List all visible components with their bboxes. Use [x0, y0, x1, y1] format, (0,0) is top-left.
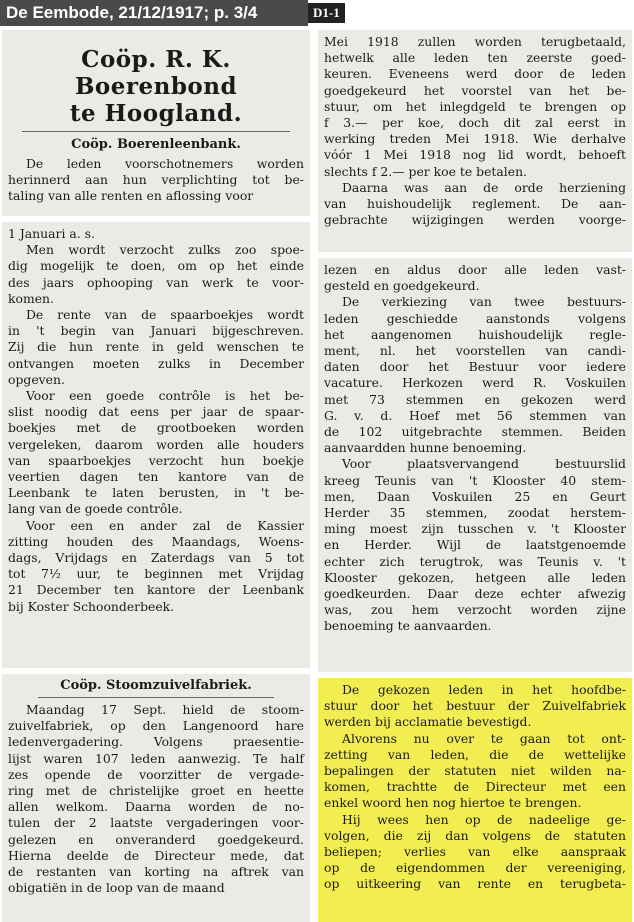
text-line: 1 Januari a. s. [8, 226, 95, 241]
clipping-stoomzuivelfabriek [2, 674, 310, 922]
text-line: stuur door het bestuur der Zuivelfabriek [324, 698, 626, 714]
text-line: benoeming te aanvaarden. [324, 618, 492, 634]
text-line: zitting houden des Maandags, Woens- [8, 533, 304, 549]
text-line: op uitkeering van rente en terugbeta- [324, 876, 626, 892]
text-line: lijst waren 107 leden aanwezig. Te half [8, 750, 304, 766]
text-line: Maandag 17 Sept. hield de stoom- [26, 702, 304, 717]
text-line: Klooster gekozen, hetgeen alle leden [324, 569, 626, 585]
text-line: bij Koster Schoonderbeek. [8, 598, 175, 614]
article-body [8, 226, 304, 615]
text-line: ming moest zijn tusschen v. 't Klooster [324, 521, 626, 537]
text-line: dig mogelijk te doen, om op het einde [8, 258, 304, 274]
clipping-continued-2 [318, 258, 632, 672]
text-line: echter zich terugtrok, was Teunis v. 't [324, 553, 626, 569]
text-line: bepalingen der statuten niet wilden na- [324, 763, 626, 779]
text-line: des jaars ophooping van werk te voor- [8, 274, 304, 290]
text-line: en Herder. Wijl de laatstgenoemde [324, 537, 626, 553]
clipping-continued-1 [318, 30, 632, 252]
text-line: f 3.— per koe, doch dit zal eerst in [324, 115, 626, 131]
text-line: vacature. Herkozen werd R. Voskuilen [324, 375, 626, 391]
text-line: komen. [8, 290, 54, 306]
text-line: De leden voorschotnemers worden [26, 156, 304, 171]
section-heading-stoomzuivelfabriek: Coöp. Stoomzuivelfabriek. [60, 678, 252, 693]
text-line: gebrachte wijzigingen werden voorge- [324, 212, 626, 228]
text-line: Daarna was aan de orde herziening [342, 179, 626, 195]
clipping-leenbank-notice [2, 222, 310, 668]
text-line: beliepen; verlies van elke aanspraak [324, 844, 626, 860]
text-line: Voor plaatsvervangend bestuurslid [342, 456, 626, 472]
text-line: tot 7½ uur, te beginnen met Vrijdag [8, 566, 304, 582]
article-body [8, 156, 304, 205]
article-body [324, 262, 626, 635]
article-body [324, 34, 626, 228]
text-line: Herder 35 stemmen, zoodat herstem- [324, 505, 626, 521]
text-line: slist noodig dat eens per jaar de spaar- [8, 404, 304, 420]
text-line: was, zou hem verzocht worden zijne [324, 602, 626, 618]
text-line: goedkeurden. Daar deze echter afwezig [324, 586, 626, 602]
text-line: Zij die hun rente in geld wenschen te [8, 339, 304, 355]
text-line: Hij wees hen op de nadeelige ge- [342, 811, 626, 827]
text-line: Leenbank te laten berusten, in 't be- [8, 485, 304, 501]
text-line: daten door het Bestuur voor iedere [324, 359, 626, 375]
text-line: keuren. Eveneens werd door de leden [324, 66, 626, 82]
text-line: zetting van leden, die de wettelijke [324, 746, 626, 762]
text-line: van spaarboekjes verzocht hun boekje [8, 452, 304, 468]
text-line: stuur, om het inlegdgeld te brengen op [324, 98, 626, 114]
text-line: ment, nl. het voorstellen van candi- [324, 343, 626, 359]
text-line: leden geschiedde aanstonds volgens [324, 310, 626, 326]
text-line: Mei 1918 zullen worden terugbetaald, [324, 34, 626, 49]
document-tag: D1-1 [308, 3, 345, 23]
text-line: G. v. d. Hoef met 56 stemmen van [324, 407, 626, 423]
text-line: De rente van de spaarboekjes wordt [26, 307, 304, 323]
text-line: op de eigendommen der vereeniging, [324, 860, 626, 876]
text-line: veertien dagen ten kantore van de [8, 469, 304, 485]
text-line: kreeg Teunis van 't Klooster 40 stem- [324, 472, 626, 488]
text-line: Hierna deelde de Directeur mede, dat [8, 847, 304, 863]
clipping-highlighted [318, 678, 632, 922]
text-line: 21 December ten kantore der Leenbank [8, 582, 304, 598]
text-line: de restanten van korting na aftrek van [8, 864, 304, 880]
text-line: Voor een goede contrôle is het be- [26, 388, 304, 404]
text-line: goedgekeurd het voorstel van het be- [324, 82, 626, 98]
text-line: ledenvergadering. Volgens praesentie- [8, 734, 304, 750]
article-body [8, 702, 304, 896]
text-line: het aangenomen huishoudelijk regle- [324, 326, 626, 342]
text-line: tulen der 2 laatste vergaderingen voor- [8, 815, 304, 831]
text-line: werking treden Mei 1918. Wie derhalve [324, 131, 626, 147]
text-line: gelezen en onveranderd goedgekeurd. [8, 831, 304, 847]
divider [38, 697, 274, 698]
text-line: Men wordt verzocht zulks zoo spoe- [26, 242, 304, 258]
text-line: dags, Vrijdags en Zaterdags van 5 tot [8, 550, 304, 566]
text-line: boekjes met de grootboeken worden [8, 420, 304, 436]
text-line: ring met de christelijke groet en heette [8, 783, 304, 799]
article-title-line-1: Coöp. R. K. Boerenbond [74, 46, 238, 100]
text-line: werden bij acclamatie bevestigd. [324, 714, 532, 730]
text-line: De gekozen leden in het hoofdbe- [342, 682, 626, 697]
text-line: lang van de goede contrôle. [8, 501, 183, 517]
text-line: komen, trachtte de Directeur met een [324, 779, 626, 795]
text-line: zuivelfabriek, op den Langenoord hare [8, 718, 304, 734]
text-line: volgen, die zij dan volgens de statuten [324, 827, 626, 843]
text-line: opgeven. [8, 371, 65, 387]
text-line: vóór 1 Mei 1918 nog lid wordt, behoeft [324, 147, 626, 163]
text-line: obigatiën in de loop van de maand [8, 880, 225, 896]
text-line: men, Daan Voskuilen 25 en Geurt [324, 488, 626, 504]
clipping-boerenbond-header [2, 30, 310, 216]
text-line: in 't begin van Januari bijgeschreven. [8, 323, 304, 339]
text-line: Alvorens nu over te gaan tot ont- [342, 730, 626, 746]
article-title-line-2: te Hoogland. [69, 100, 243, 127]
text-line: gesteld en goedgekeurd. [324, 278, 480, 294]
text-line: vergeleken, daarom worden alle houders [8, 436, 304, 452]
text-line: met 73 stemmen en gekozen werd [324, 391, 626, 407]
text-line: Voor een en ander zal de Kassier [26, 517, 304, 533]
source-header: De Eembode, 21/12/1917; p. 3/4 [0, 0, 308, 26]
text-line: slechts f 2.— per koe te betalen. [324, 163, 527, 179]
text-line: enkel woord hen nog hiertoe te brengen. [324, 795, 582, 811]
text-line: aanvaardden hunne benoeming. [324, 440, 527, 456]
text-line: lezen en aldus door alle leden vast- [324, 262, 626, 277]
text-line: ontvangen moeten zulks in December [8, 355, 304, 371]
divider [22, 131, 290, 132]
text-line: zes opende de voorzitter de vergade- [8, 766, 304, 782]
text-line: De verkiezing van twee bestuurs- [342, 294, 626, 310]
text-line: allen welkom. Daarna worden de no- [8, 799, 304, 815]
article-body [324, 682, 626, 893]
section-heading-boerenleenbank: Coöp. Boerenleenbank. [71, 137, 241, 152]
text-line: van huishoudelijk reglement. De aan- [324, 196, 626, 212]
text-line: hetwelk alle leden ten zeerste goed- [324, 50, 626, 66]
text-line: de 102 uitgebrachte stemmen. Beiden [324, 424, 626, 440]
text-line: taling van alle renten en aflossing voor [8, 188, 254, 204]
text-line: herinnerd aan hun verplichting tot be- [8, 172, 304, 188]
